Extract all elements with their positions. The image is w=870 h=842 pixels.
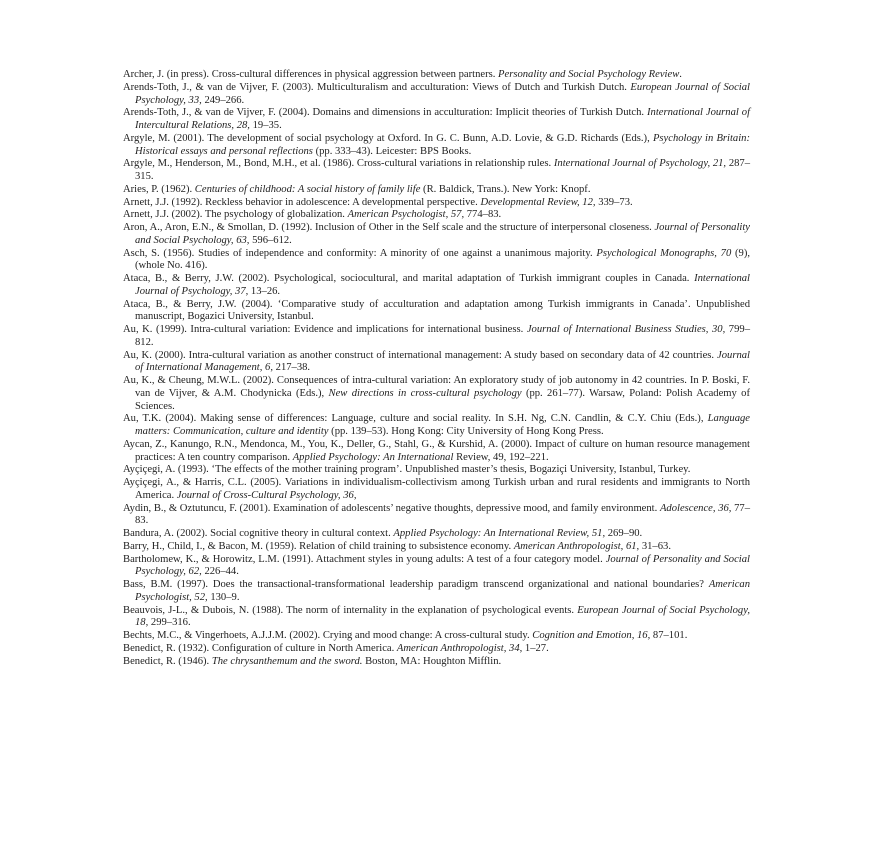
reference-entry	[123, 605, 750, 631]
reference-text: Bartholomew, K., & Horowitz, L.M. (1991). Attachment styles in young adults: A test of a four category model.	[123, 553, 606, 565]
reference-text: Asch, S. (1956). Studies of independence and conformity: A minority of one against a unanimous majority.	[123, 247, 597, 259]
reference-source: Personality and Social Psychology Review	[498, 69, 680, 80]
reference-source: Journal of Cross-Cultural Psychology, 36,	[176, 489, 357, 501]
reference-entry	[123, 197, 750, 210]
reference-source: International Journal of Psychology, 37,	[135, 273, 750, 297]
reference-text: Au, T.K. (2004). Making sense of differences: Language, culture and social reality. In S.H. Ng, C.N. Candlin, & C.Y. Chiu (Eds.),	[123, 413, 708, 425]
reference-entry	[123, 82, 750, 108]
reference-text: Au, K., & Cheung, M.W.L. (2002). Consequences of intra-cultural variation: An exploratory study of job autonomy in 42 countries. In P. Boski, F. van de Vijver, & A.M. Chodynicka (Eds.),	[123, 375, 750, 399]
reference-entry	[123, 439, 750, 465]
reference-entry	[123, 209, 750, 222]
reference-source: International Journal of Psychology, 21,	[553, 158, 727, 170]
reference-text: Aron, A., Aron, E.N., & Smollan, D. (1992). Inclusion of Other in the Self scale and the structure of interpersonal closeness.	[123, 222, 655, 233]
reference-tail: 77–83.	[135, 502, 750, 527]
reference-tail: 226–44.	[201, 566, 239, 578]
reference-text: Beauvois, J-L., & Dubois, N. (1988). The norm of internality in the explanation of psychological events.	[123, 604, 578, 616]
reference-tail: Review, 49, 192–221.	[453, 451, 549, 463]
reference-entry	[123, 464, 750, 477]
reference-text: Bechts, M.C., & Vingerhoets, A.J.J.M. (2002). Crying and mood change: A cross-cultural study.	[123, 630, 533, 641]
reference-entry	[123, 579, 750, 605]
reference-tail: (R. Baldick, Trans.). New York: Knopf.	[420, 183, 591, 195]
reference-entry	[123, 69, 750, 82]
reference-source: European Journal of Social Psychology, 33,	[135, 81, 750, 106]
reference-source: Applied Psychology: An International	[292, 451, 454, 463]
reference-entry	[123, 413, 750, 439]
reference-text: Archer, J. (in press). Cross-cultural differences in physical aggression between partners.	[123, 69, 499, 80]
reference-tail: (pp. 333–43). Leicester: BPS Books.	[312, 145, 472, 157]
reference-text: Benedict, R. (1932). Configuration of culture in North America.	[123, 642, 397, 654]
reference-text: Argyle, M. (2001). The development of social psychology at Oxford. In G. C. Bunn, A.D. Lovie, & G.D. Richards (Eds.),	[123, 132, 653, 144]
reference-entry	[123, 133, 750, 159]
reference-tail: 596–612.	[249, 234, 292, 246]
reference-text: Aydin, B., & Oztutuncu, F. (2001). Examination of adolescents’ negative thoughts, depressive mood, and family environment.	[123, 502, 660, 514]
reference-text: Barry, H., Child, I., & Bacon, M. (1959). Relation of child training to subsistence economy.	[123, 540, 514, 552]
reference-tail: 299–316.	[148, 617, 191, 629]
reference-tail: 87–101.	[650, 630, 688, 641]
reference-tail: 19–35.	[249, 120, 282, 131]
reference-source: Language matters: Communication, culture and identity	[135, 413, 750, 437]
reference-source: Applied Psychology: An International Review, 51,	[393, 528, 606, 539]
reference-source: Journal of International Business Studies, 30,	[526, 324, 726, 335]
reference-tail: 249–266.	[201, 94, 245, 106]
reference-text: Ataca, B., & Berry, J.W. (2002). Psychological, sociocultural, and marital adaptation of Turkish immigrant couples in Canada.	[123, 273, 695, 284]
reference-tail: 1–27.	[522, 642, 549, 654]
reference-entry	[123, 158, 750, 184]
reference-entry	[123, 222, 750, 248]
reference-source: American Anthropologist, 61,	[513, 540, 640, 552]
reference-tail: 130–9.	[207, 591, 240, 603]
reference-source: Adolescence, 36,	[659, 502, 732, 514]
reference-entry	[123, 107, 750, 133]
reference-text: Ayçiçegi, A. (1993). ‘The effects of the mother training program’. Unpublished master’s thesis, Bogaziçi University, Istanbul, Turkey.	[123, 464, 691, 476]
reference-source: European Journal of Social Psychology, 18,	[135, 604, 750, 629]
reference-tail: (pp. 261–77). Warsaw, Poland: Polish Academy of Sciences.	[135, 387, 750, 412]
reference-tail: (9), (whole No. 416).	[135, 247, 751, 272]
reference-tail: 31–63.	[639, 540, 671, 552]
reference-tail: (pp. 139–53). Hong Kong: City University of Hong Kong Press.	[328, 426, 604, 437]
reference-entry	[123, 248, 750, 274]
reference-text: Bass, B.M. (1997). Does the transactional-transformational leadership paradigm transcend organizational and national boundaries?	[123, 579, 709, 590]
reference-source: American Psychologist, 52,	[135, 579, 750, 603]
reference-text: Bandura, A. (2002). Social cognitive theory in cultural context.	[123, 528, 394, 539]
reference-entry	[123, 375, 750, 413]
reference-source: American Psychologist, 57,	[347, 209, 465, 221]
reference-source: Journal of Personality and Social Psychology, 62,	[135, 553, 750, 578]
reference-tail: Boston, MA: Houghton Mifflin.	[362, 655, 502, 667]
reference-tail: .	[679, 69, 682, 80]
reference-entry	[123, 477, 750, 503]
reference-text: Aries, P. (1962).	[123, 183, 195, 195]
reference-source: International Journal of Intercultural Relations, 28,	[135, 107, 751, 131]
reference-tail: 269–90.	[605, 528, 643, 539]
reference-source: Psychological Monographs, 70	[596, 247, 732, 259]
reference-entry	[123, 324, 750, 350]
reference-tail: 287–315.	[135, 158, 751, 182]
reference-entry	[123, 630, 750, 643]
reference-entry	[123, 299, 750, 325]
reference-entry	[123, 643, 750, 656]
reference-source: Psychology in Britain: Historical essays and personal reflections	[135, 132, 750, 157]
reference-text: Ataca, B., & Berry, J.W. (2004). ‘Comparative study of acculturation and adaptation among Turkish immigrants in Canada’. Unpublished manuscript, Bogazici University, Istanbul.	[123, 298, 750, 323]
reference-entry	[123, 503, 750, 529]
reference-entry	[123, 350, 750, 376]
reference-entry	[123, 184, 750, 197]
reference-entry	[123, 541, 750, 554]
reference-source: Developmental Review, 12,	[480, 196, 596, 208]
reference-text: Benedict, R. (1946).	[123, 655, 212, 667]
reference-text: Arnett, J.J. (1992). Reckless behavior in adolescence: A developmental perspective.	[123, 196, 481, 208]
reference-text: Argyle, M., Henderson, M., Bond, M.H., et al. (1986). Cross-cultural variations in relationship rules.	[123, 158, 554, 170]
reference-text: Ayçiçegi, A., & Harris, C.L. (2005). Variations in individualism-collectivism among Turkish urban and rural residents and immigrants to North America.	[123, 477, 750, 501]
reference-text: Au, K. (1999). Intra-cultural variation: Evidence and implications for international business.	[123, 324, 527, 335]
reference-text: Arends-Toth, J., & van de Vijver, F. (2004). Domains and dimensions in acculturation: Implicit theories of Turkish Dutch.	[123, 107, 648, 119]
reference-tail: 13–26.	[248, 285, 281, 297]
reference-text: Arends-Toth, J., & van de Vijver, F. (2003). Multiculturalism and acculturation: Views of Dutch and Turkish Dutch.	[123, 81, 631, 93]
reference-entry	[123, 554, 750, 580]
reference-source: Centuries of childhood: A social history of family life	[194, 183, 421, 195]
reference-source: American Anthropologist, 34,	[396, 642, 523, 654]
reference-text: Arnett, J.J. (2002). The psychology of globalization.	[123, 209, 348, 221]
reference-tail: 217–38.	[273, 362, 311, 374]
reference-source: Journal of Personality and Social Psychology, 63,	[135, 222, 750, 246]
reference-source: Cognition and Emotion, 16,	[532, 630, 651, 641]
reference-text: Au, K. (2000). Intra-cultural variation as another construct of international management: A study based on secondary data of 42 countries.	[123, 349, 718, 361]
reference-list	[123, 69, 750, 668]
reference-text: Aycan, Z., Kanungo, R.N., Mendonca, M., You, K., Deller, G., Stahl, G., & Kurshid, A. (2000). Impact of culture on human resource management practices: A ten country comparison.	[123, 438, 750, 463]
reference-source: New directions in cross-cultural psychology	[328, 387, 522, 399]
reference-entry	[123, 528, 750, 541]
reference-source: Journal of International Management, 6,	[135, 349, 750, 374]
reference-entry	[123, 656, 750, 669]
reference-tail: 799–812.	[135, 324, 750, 348]
reference-tail: 774–83.	[464, 209, 502, 221]
reference-tail: 339–73.	[595, 196, 633, 208]
reference-source: The chrysanthemum and the sword.	[211, 655, 363, 667]
reference-entry	[123, 273, 750, 299]
